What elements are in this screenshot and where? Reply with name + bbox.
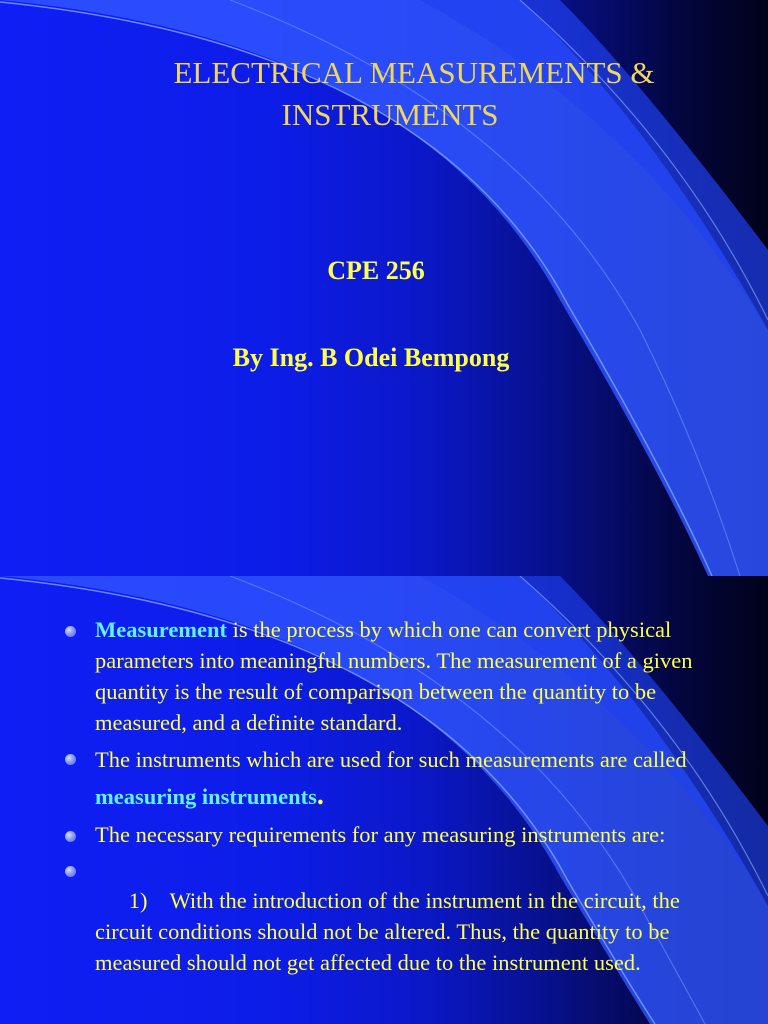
bullet-text: is the process by which one can convert physical parameters into meaningful numbers. The measurement of a given quantity is the result of comparison between the quantity to be measured, and a definite standard. [95, 617, 693, 735]
bullet-text: The instruments which are used for such measurements are called [95, 747, 687, 772]
keyword-measuring-instruments: measuring instruments [95, 784, 317, 809]
bullet-dot-icon [65, 831, 76, 842]
slide-content [0, 576, 768, 1024]
bullet-measurement-definition [63, 614, 703, 738]
keyword-measurement: Measurement [95, 617, 228, 642]
title-line-1: ELECTRICAL MEASUREMENTS & [173, 55, 655, 90]
bullet-requirement-1 [63, 854, 703, 1009]
bullet-list [63, 614, 703, 1013]
bullet-dot-icon [65, 754, 76, 765]
bullet-measuring-instruments [63, 742, 703, 815]
bullet-dot-icon [65, 866, 76, 877]
title-line-2: INSTRUMENTS [281, 97, 499, 132]
bullet-dot-icon [65, 626, 76, 637]
course-code: CPE 256 [327, 256, 425, 285]
bullet-period: . [316, 780, 324, 811]
author-line: By Ing. B Odei Bempong [232, 343, 510, 372]
bullet-text: The necessary requirements for any measuring instruments are: [95, 822, 666, 847]
bullet-text: 1) With the introduction of the instrument in the circuit, the circuit conditions should not be altered. Thus, the quantity to be measured should not get affected due to the instrument used. [95, 888, 686, 975]
bullet-requirements [63, 819, 703, 850]
